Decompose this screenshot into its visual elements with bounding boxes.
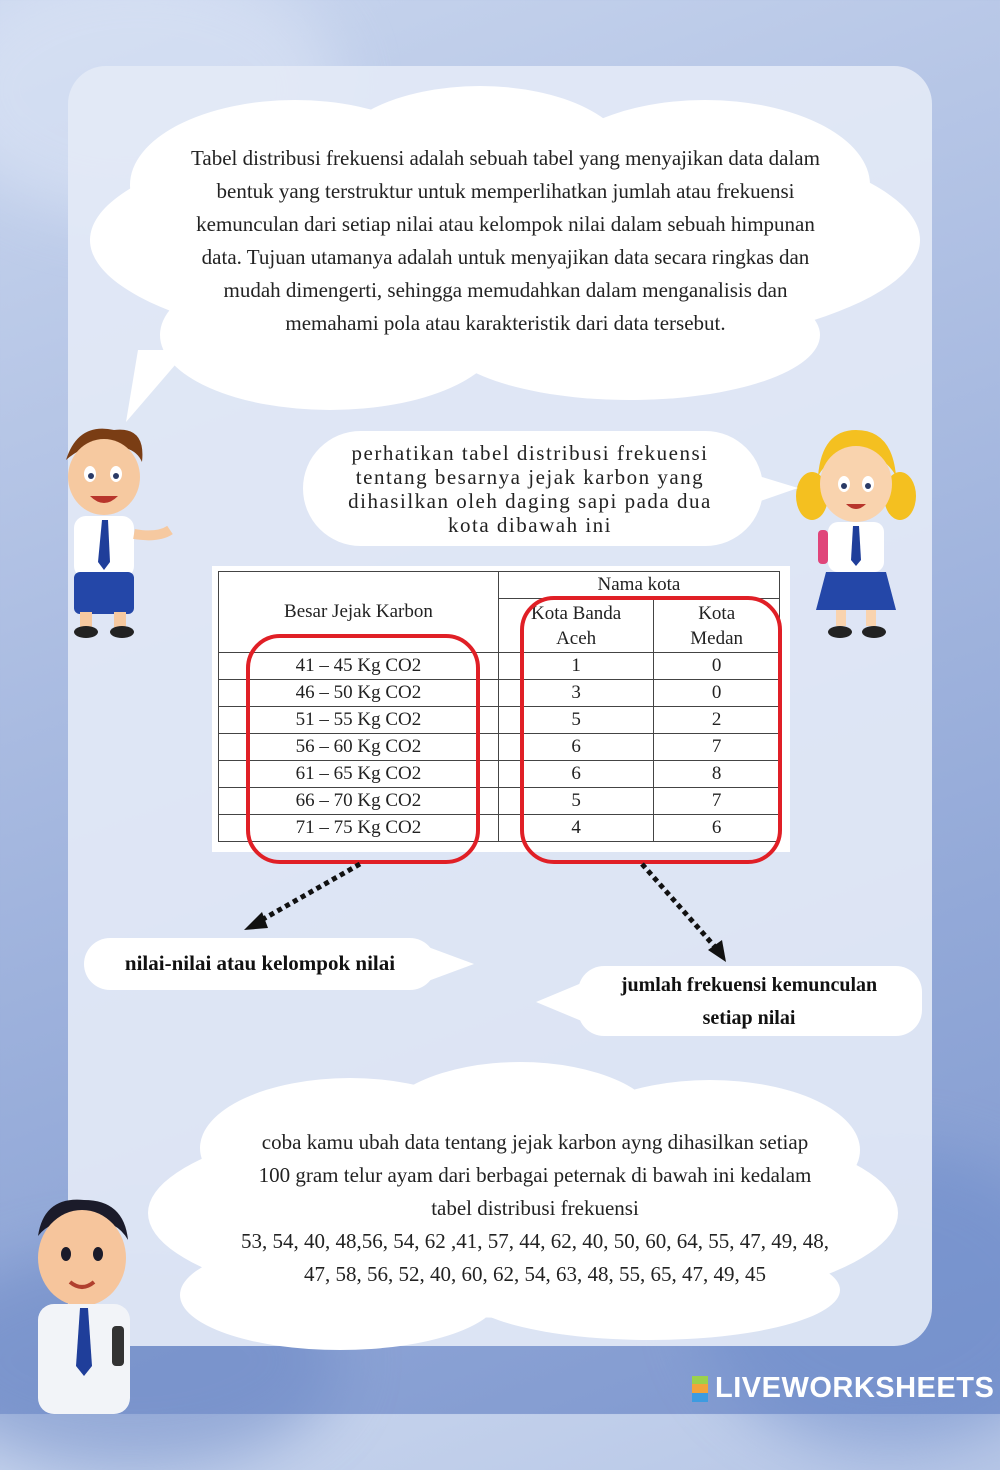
cell-medan: 0 (654, 680, 780, 707)
label-frekuensi: jumlah frekuensi kemunculan setiap nilai (620, 974, 878, 1029)
cell-range: 41 – 45 Kg CO2 (219, 653, 499, 680)
girl-student-illustration (792, 426, 922, 646)
task-paragraph: coba kamu ubah data tentang jejak karbon ayng dihasilkan setiap 100 gram telur ayam dari berbagai peternak di bawah ini kedalam tabel distribusi frekuensi 53, 54, 40, 48,56, 54, 62 ,41, 57, 44, 62, 40, 50, 60, 64, 55, 47, 49, 48, 47, 58, 56, 52, 40, 60, 62, 54, 63, 48, 55, 65, 47, 49, 45 (241, 1130, 829, 1286)
intro-paragraph: Tabel distribusi frekuensi adalah sebuah tabel yang menyajikan data dalam bentuk yang terstruktur untuk memperlihatkan jumlah atau frekuensi kemunculan dari setiap nilai atau kelompok nilai dalam sebuah himpunan data. Tujuan utamanya adalah untuk menyajikan data secara ringkas dan mudah dimengerti, sehingga memudahkan dalam menganalisis dan memahami pola atau karakteristik dari data tersebut. (191, 146, 820, 335)
cell-aceh: 6 (498, 734, 653, 761)
liveworksheets-logo-icon (692, 1376, 708, 1402)
cell-range: 61 – 65 Kg CO2 (219, 761, 499, 788)
cell-medan: 2 (654, 707, 780, 734)
header-kota-banda-aceh: Kota Banda Aceh (498, 599, 653, 653)
speech-tail (752, 470, 802, 510)
teacher-illustration (18, 1196, 148, 1414)
highlight-frequency-box (520, 596, 782, 864)
label-tail (536, 982, 586, 1022)
cell-range: 66 – 70 Kg CO2 (219, 788, 499, 815)
label-nilai: nilai-nilai atau kelompok nilai (124, 951, 396, 975)
cell-medan: 6 (654, 815, 780, 842)
cell-aceh: 1 (498, 653, 653, 680)
cell-aceh: 6 (498, 761, 653, 788)
header-nama-kota: Nama kota (498, 572, 779, 599)
cell-medan: 0 (654, 653, 780, 680)
speech-text: perhatikan tabel distribusi frekuensi tentang besarnya jejak karbon yang dihasilkan oleh daging sapi pada dua kota dibawah ini (348, 441, 712, 537)
liveworksheets-watermark[interactable]: LIVEWORKSHEETS (715, 1372, 995, 1404)
speech-tail (118, 350, 198, 430)
cell-aceh: 5 (498, 707, 653, 734)
cell-aceh: 5 (498, 788, 653, 815)
highlight-values-box (246, 634, 480, 864)
cell-range: 51 – 55 Kg CO2 (219, 707, 499, 734)
boy-student-illustration (38, 422, 178, 642)
header-kota-medan: Kota Medan (654, 599, 780, 653)
header-besar-jejak-karbon: Besar Jejak Karbon (219, 572, 499, 653)
cell-aceh: 4 (498, 815, 653, 842)
cell-medan: 7 (654, 734, 780, 761)
cell-medan: 8 (654, 761, 780, 788)
cell-range: 46 – 50 Kg CO2 (219, 680, 499, 707)
cell-medan: 7 (654, 788, 780, 815)
cell-range: 56 – 60 Kg CO2 (219, 734, 499, 761)
cell-aceh: 3 (498, 680, 653, 707)
cell-range: 71 – 75 Kg CO2 (219, 815, 499, 842)
